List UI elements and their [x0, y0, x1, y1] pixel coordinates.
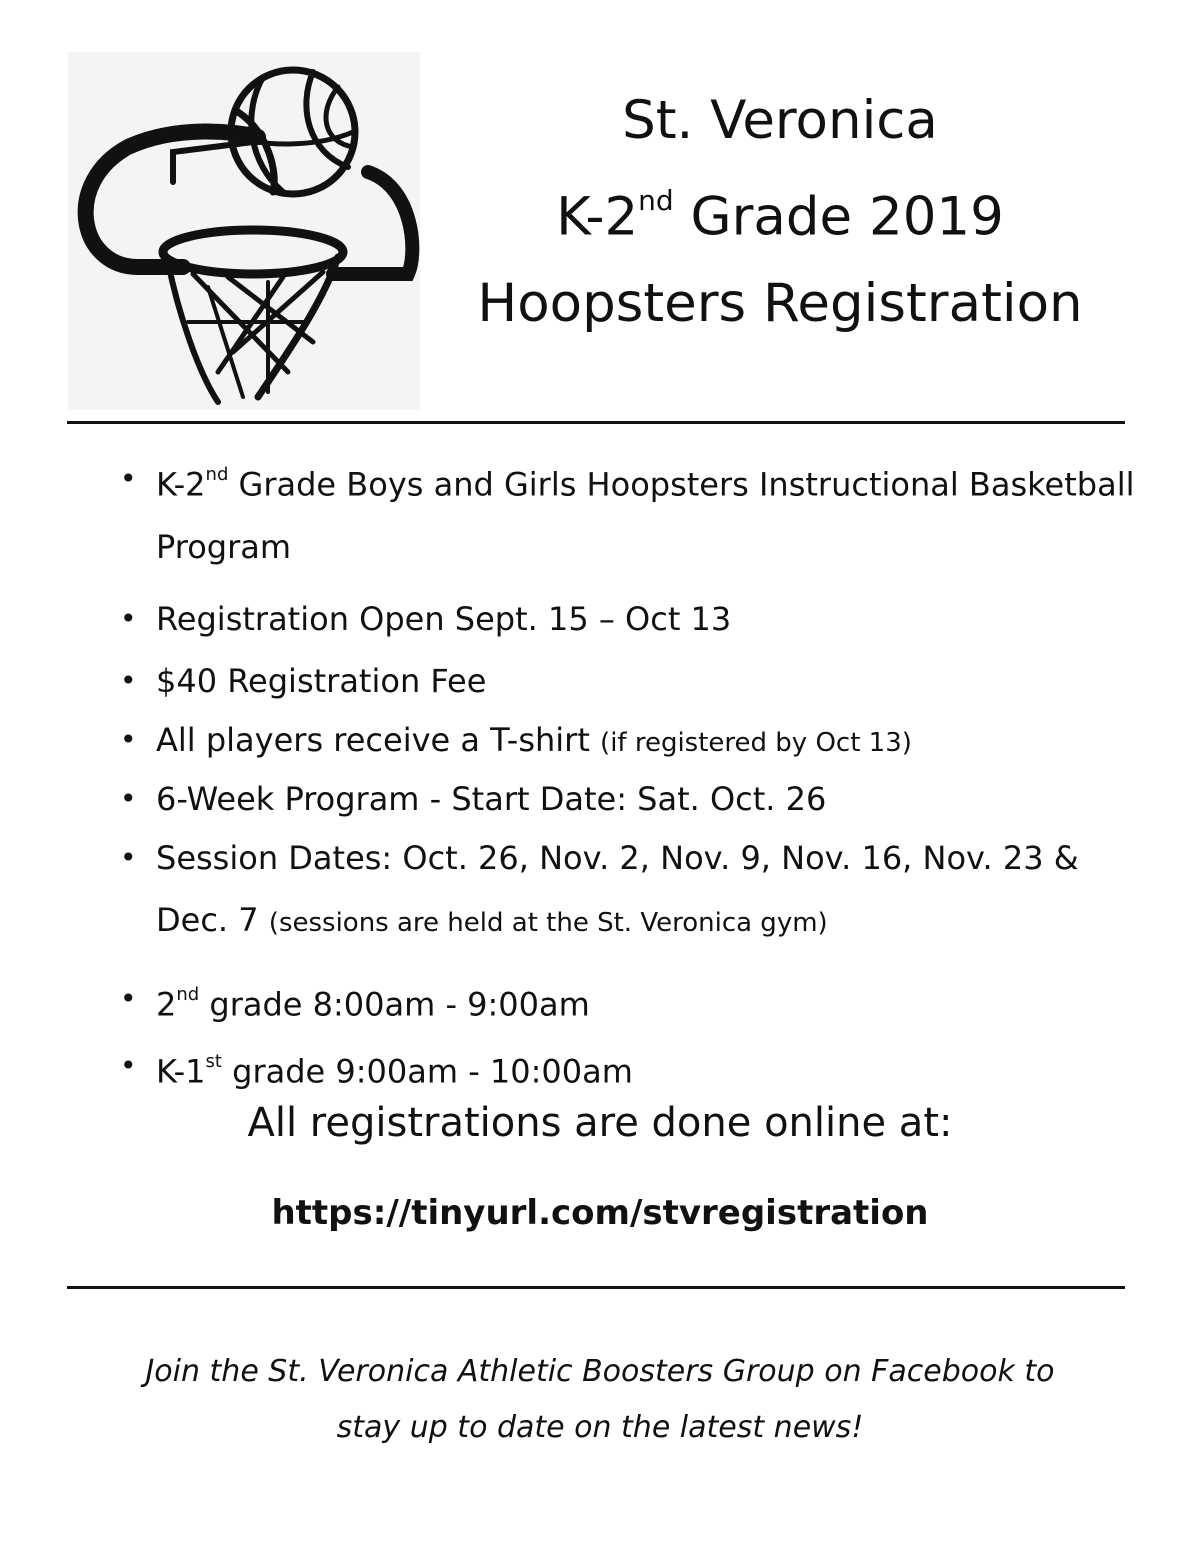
title-line-1: St. Veronica — [622, 90, 938, 151]
list-item-text: Grade Boys and Girls Hoopsters Instructional Basketball Program — [156, 465, 1135, 566]
list-item-text: Registration Open Sept. 15 – Oct 13 — [156, 599, 732, 638]
list-item-2nd-grade — [120, 968, 1140, 1036]
list-item-tshirt — [120, 712, 1140, 771]
list-item-registration-open — [120, 588, 1140, 650]
logo — [68, 52, 420, 410]
basketball-hoop-icon — [68, 52, 420, 410]
registration-url[interactable]: https://tinyurl.com/stvregistration — [271, 1193, 929, 1233]
title-line-2-sup: nd — [638, 184, 674, 217]
list-item-k1-grade — [120, 1035, 1140, 1103]
list-item-session-dates — [120, 827, 1140, 954]
list-item-sup: nd — [176, 983, 200, 1005]
title-line-2-suffix: Grade 2019 — [673, 186, 1004, 248]
list-item-prefix: K-1 — [156, 1052, 206, 1091]
top-divider — [67, 421, 1125, 424]
list-item-prefix: 2 — [156, 985, 177, 1024]
list-item-text: All players receive a T-shirt — [156, 720, 601, 759]
list-item-text: 6-Week Program - Start Date: Sat. Oct. 26 — [156, 779, 827, 818]
list-item-text: Session Dates: Oct. 26, Nov. 2, Nov. 9, Nov. 16, Nov. 23 & Dec. 7 — [156, 838, 1079, 939]
list-item-sup: nd — [205, 464, 229, 485]
footer-note — [90, 1344, 1110, 1456]
list-item-text: $40 Registration Fee — [156, 661, 487, 700]
list-item-text: grade 8:00am - 9:00am — [199, 985, 590, 1024]
footer-line-1: Join the St. Veronica Athletic Boosters Group on Facebook to — [145, 1354, 1055, 1389]
list-item-note: (if registered by Oct 13) — [600, 727, 912, 758]
list-item-fee — [120, 650, 1140, 712]
footer-line-2: stay up to date on the latest news! — [336, 1410, 864, 1445]
registration-heading: All registrations are done online at: — [247, 1100, 953, 1146]
list-item-text: grade 9:00am - 10:00am — [221, 1052, 633, 1091]
list-item-program — [120, 448, 1140, 578]
list-item-sup: st — [205, 1051, 222, 1073]
list-item-prefix: K-2 — [156, 465, 206, 504]
bottom-divider — [67, 1286, 1125, 1289]
title-line-2-prefix: K-2 — [556, 186, 639, 248]
title-line-2 — [430, 164, 1130, 261]
page-title — [430, 78, 1130, 347]
info-list — [120, 448, 1140, 1103]
list-item-start-date — [120, 771, 1140, 827]
list-item-note: (sessions are held at the St. Veronica gym) — [268, 907, 828, 938]
title-line-3: Hoopsters Registration — [477, 272, 1083, 334]
